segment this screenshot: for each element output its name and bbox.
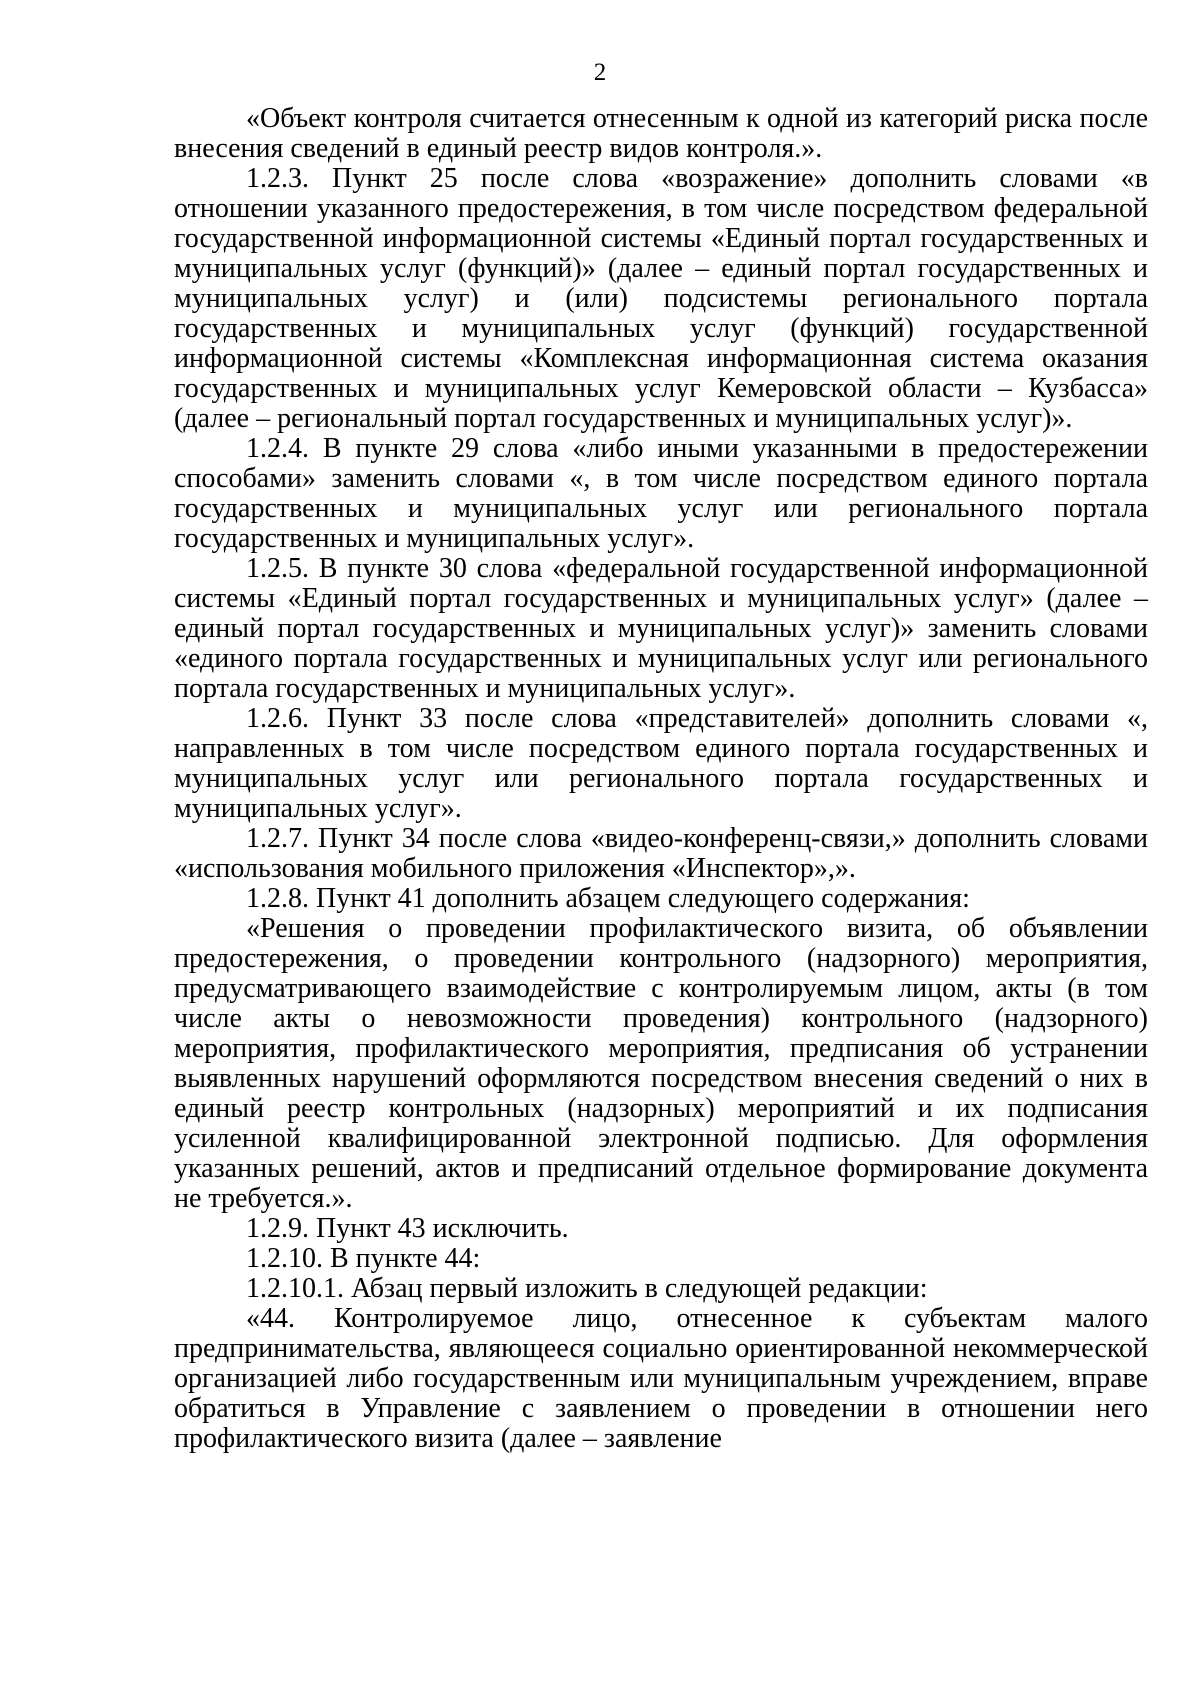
paragraph-1-2-10-1: 1.2.10.1. Абзац первый изложить в следующей редакции: (246, 1273, 928, 1304)
paragraph-1-2-10: 1.2.10. В пункте 44: (246, 1243, 481, 1274)
page-number: 2 (593, 59, 607, 86)
paragraph-1-2-8: 1.2.8. Пункт 41 дополнить абзацем следующего содержания: (246, 883, 970, 914)
paragraph-decisions-quote: «Решения о проведении профилактического визита, об объявлении предостережения, о проведении контрольного (надзорного) мероприятия, предусматривающего взаимодействие с контролируемым лицом, акты (в том числе акты о невозможности проведения) контрольного (надзорного) мероприятия, профилактического мероприятия, предписания об устранении выявленных нарушений оформляются посредством внесения сведений о них в единый реестр контрольных (надзорных) мероприятий и их подписания усиленной квалифицированной электронной подписью. Для оформления указанных решений, актов и предписаний отдельное формирование документа не требуется.». (174, 913, 1148, 1214)
document-body (174, 104, 1148, 1454)
paragraph-1-2-6: 1.2.6. Пункт 33 после слова «представителей» дополнить словами «, направленных в том числе посредством единого портала государственных и муниципальных услуг или регионального портала государственных и муниципальных услуг». (174, 703, 1148, 824)
paragraph-1-2-5: 1.2.5. В пункте 30 слова «федеральной государственной информационной системы «Единый портал государственных и муниципальных услуг» (далее – единый портал государственных и муниципальных услуг)» заменить словами «единого портала государственных и муниципальных услуг или регионального портала государственных и муниципальных услуг». (174, 553, 1148, 704)
paragraph-1-2-7: 1.2.7. Пункт 34 после слова «видео-конференц-связи,» дополнить словами «использования мобильного приложения «Инспектор»,». (174, 823, 1148, 884)
paragraph-1-2-9: 1.2.9. Пункт 43 исключить. (246, 1213, 569, 1244)
paragraph-1-2-3: 1.2.3. Пункт 25 после слова «возражение» дополнить словами «в отношении указанного предостережения, в том числе посредством федеральной государственной информационной системы «Единый портал государственных и муниципальных услуг (функций)» (далее – единый портал государственных и муниципальных услуг) и (или) подсистемы регионального портала государственных и муниципальных услуг (функций) государственной информационной системы «Комплексная информационная система оказания государственных и муниципальных услуг Кемеровской области – Кузбасса» (далее – региональный портал государственных и муниципальных услуг)». (174, 163, 1148, 434)
paragraph-risk-category: «Объект контроля считается отнесенным к одной из категорий риска после внесения сведений в единый реестр видов контроля.». (174, 103, 1148, 164)
paragraph-1-2-4: 1.2.4. В пункте 29 слова «либо иными указанными в предостережении способами» заменить словами «, в том числе посредством единого портала государственных и муниципальных услуг или регионального портала государственных и муниципальных услуг». (174, 433, 1148, 554)
paragraph-item-44-quote: «44. Контролируемое лицо, отнесенное к субъектам малого предпринимательства, являющееся социально ориентированной некоммерческой организацией либо государственным или муниципальным учреждением, вправе обратиться в Управление с заявлением о проведении в отношении него профилактического визита (далее – заявление (174, 1303, 1148, 1454)
